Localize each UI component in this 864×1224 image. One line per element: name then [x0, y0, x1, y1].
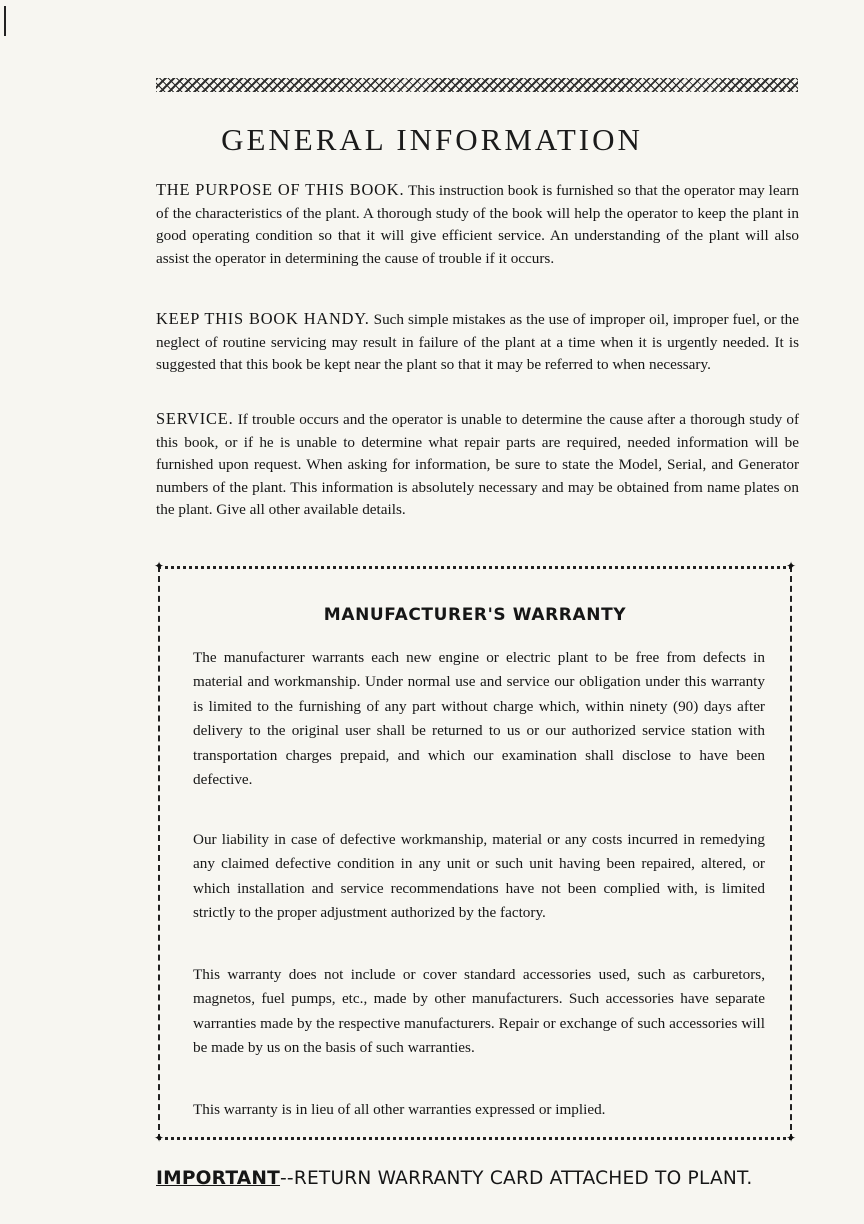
section-heading: KEEP THIS BOOK HANDY. [156, 309, 370, 328]
corner-ornament-icon: ✦ [154, 559, 165, 573]
decorative-border-strip [156, 78, 798, 92]
section-body: If trouble occurs and the operator is unable to determine the cause after a thorough study of this book, or if he is unable to determine what repair parts are required, needed information will be furnished upon request. When asking for information, be sure to state the Model, Serial, and Generator numbers of the plant. This information is absolutely necessary and may be obtained from name plates on the plant. Give all other available details. [156, 411, 799, 518]
section-service [156, 408, 799, 522]
section-heading: SERVICE. [156, 409, 234, 428]
important-label: IMPORTANT [156, 1168, 281, 1189]
corner-ornament-icon: ✦ [154, 1131, 165, 1145]
section-heading: THE PURPOSE OF THIS BOOK. [156, 180, 405, 199]
important-notice [156, 1168, 806, 1189]
warranty-box [154, 559, 797, 1145]
warranty-paragraph: This warranty does not include or cover standard accessories used, such as carburetors, magnetos, fuel pumps, etc., made by other manufacturers. Such accessories have separate warranties made by the respective manufacturers. Repair or exchange of such accessories will be made by us on the basis of such warranties. [193, 966, 765, 1057]
page-edge-mark [4, 6, 6, 36]
section-body: Such simple mistakes as the use of improper oil, improper fuel, or the neglect of routine servicing may result in failure of the plant at a time when it is urgently needed. It is suggested that this book be kept near the plant so that it may be referred to when necessary. [156, 311, 799, 373]
warranty-paragraph: Our liability in case of defective workmanship, material or any costs incurred in remedying any claimed defective condition in any unit or such unit having been repaired, altered, or which installation and service recommendations have not been complied with, is limited strictly to the proper adjustment authorized by the factory. [193, 831, 765, 922]
corner-ornament-icon: ✦ [786, 1131, 797, 1145]
section-body: This instruction book is furnished so that the operator may learn of the characteristics of the plant. A thorough study of the book will help the operator to keep the plant in good operating condition so that it will give efficient service. An understanding of the plant will also assist the operator in determining the cause of trouble if it occurs. [156, 182, 799, 267]
important-text: --RETURN WARRANTY CARD ATTACHED TO PLANT. [280, 1168, 753, 1189]
warranty-paragraph: This warranty is in lieu of all other warranties expressed or implied. [193, 1101, 606, 1118]
section-purpose [156, 179, 799, 270]
page-title: GENERAL INFORMATION [221, 122, 643, 157]
warranty-paragraph: The manufacturer warrants each new engine or electric plant to be free from defects in material and workmanship. Under normal use and service our obligation under this warranty is limited to the furnishing of any part without charge which, within ninety (90) days after delivery to the original user shall be returned to us or our authorized service station with transportation charges prepaid, and which our examination shall disclose to have been defective. [193, 649, 765, 789]
corner-ornament-icon: ✦ [786, 559, 797, 573]
section-keep-handy [156, 308, 799, 377]
warranty-title: MANUFACTURER'S WARRANTY [323, 605, 627, 625]
